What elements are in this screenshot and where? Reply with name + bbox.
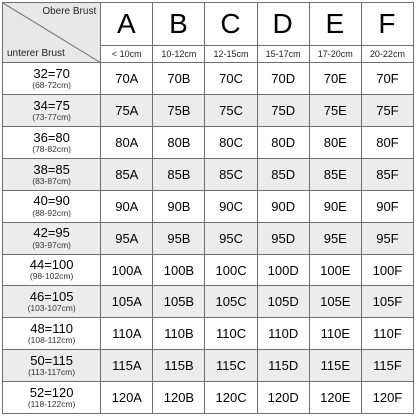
bra-size-cell: 80F <box>361 127 413 159</box>
bra-size-cell: 110B <box>153 318 205 350</box>
bra-size-cell: 95F <box>361 222 413 254</box>
band-size-cell <box>3 159 101 191</box>
bra-size-cell: 115D <box>257 350 309 382</box>
bra-size-cell: 120E <box>309 382 361 414</box>
bra-size-cell: 120C <box>205 382 257 414</box>
band-range-label: (98-102cm) <box>29 271 74 282</box>
bra-size-cell: 120D <box>257 382 309 414</box>
band-size-label: 50=115 <box>30 352 73 368</box>
band-range-label: (78-82cm) <box>32 144 71 155</box>
bra-size-cell: 70E <box>309 63 361 95</box>
cup-range-b: 10-12cm <box>153 45 205 63</box>
band-range-label: (108-112cm) <box>27 335 76 346</box>
bra-size-cell: 75A <box>101 95 153 127</box>
size-row <box>3 350 414 382</box>
band-range-label: (83-87cm) <box>32 175 71 186</box>
band-range-label: (73-77cm) <box>32 112 71 123</box>
band-size-label: 40=90 <box>33 193 70 209</box>
bra-size-cell: 90E <box>309 190 361 222</box>
band-size-cell <box>3 254 101 286</box>
cup-range-c: 12-15cm <box>205 45 257 63</box>
cup-header-row <box>3 3 414 46</box>
band-size-label: 36=80 <box>33 129 70 145</box>
bra-size-cell: 120F <box>361 382 413 414</box>
cup-letter-d: D <box>257 3 309 46</box>
bra-size-cell: 105E <box>309 286 361 318</box>
bra-size-cell: 90C <box>205 190 257 222</box>
band-range-label: (103-107cm) <box>27 303 76 314</box>
bra-size-cell: 105C <box>205 286 257 318</box>
bra-size-cell: 75C <box>205 95 257 127</box>
band-size-cell <box>3 95 101 127</box>
bra-size-cell: 115C <box>205 350 257 382</box>
cup-range-d: 15-17cm <box>257 45 309 63</box>
band-range-label: (88-92cm) <box>32 207 71 218</box>
band-range-label: (93-97cm) <box>32 239 71 250</box>
bra-size-cell: 105B <box>153 286 205 318</box>
bra-size-cell: 115F <box>361 350 413 382</box>
bra-size-cell: 80C <box>205 127 257 159</box>
cup-letter-e: E <box>309 3 361 46</box>
bra-size-cell: 105D <box>257 286 309 318</box>
bra-size-cell: 80B <box>153 127 205 159</box>
size-row <box>3 286 414 318</box>
bra-size-cell: 95B <box>153 222 205 254</box>
bra-size-cell: 85A <box>101 159 153 191</box>
bra-size-cell: 85D <box>257 159 309 191</box>
band-range-label: (113-117cm) <box>28 367 76 378</box>
size-row <box>3 159 414 191</box>
bra-size-cell: 115A <box>101 350 153 382</box>
bra-size-cell: 70D <box>257 63 309 95</box>
band-range-label: (118-122cm) <box>27 398 76 409</box>
bra-size-cell: 95A <box>101 222 153 254</box>
bra-size-cell: 100A <box>101 254 153 286</box>
bra-size-cell: 70A <box>101 63 153 95</box>
band-size-cell <box>3 286 101 318</box>
bra-size-cell: 110D <box>257 318 309 350</box>
size-row <box>3 127 414 159</box>
band-size-cell <box>3 63 101 95</box>
bra-size-cell: 100D <box>257 254 309 286</box>
cup-letter-b: B <box>153 3 205 46</box>
bra-size-cell: 75E <box>309 95 361 127</box>
bra-size-cell: 95D <box>257 222 309 254</box>
bra-size-cell: 90F <box>361 190 413 222</box>
bra-size-cell: 70C <box>205 63 257 95</box>
band-size-label: 52=120 <box>29 384 74 400</box>
band-size-cell <box>3 350 101 382</box>
bra-size-cell: 110E <box>309 318 361 350</box>
band-size-cell <box>3 318 101 350</box>
size-row <box>3 254 414 286</box>
band-size-label: 48=110 <box>30 320 73 336</box>
bra-size-cell: 85E <box>309 159 361 191</box>
bra-size-cell: 75D <box>257 95 309 127</box>
bra-size-cell: 75F <box>361 95 413 127</box>
bra-size-cell: 120B <box>153 382 205 414</box>
size-chart-table <box>2 2 414 414</box>
bra-size-cell: 120A <box>101 382 153 414</box>
bra-size-cell: 75B <box>153 95 205 127</box>
band-size-label: 44=100 <box>29 257 74 273</box>
bra-size-cell: 90A <box>101 190 153 222</box>
bra-size-cell: 80E <box>309 127 361 159</box>
band-range-label: (68-72cm) <box>32 80 71 91</box>
band-size-cell <box>3 382 101 414</box>
cup-letter-a: A <box>101 3 153 46</box>
bra-size-cell: 80D <box>257 127 309 159</box>
band-size-label: 46=105 <box>29 289 74 305</box>
bra-size-cell: 70F <box>361 63 413 95</box>
under-bust-label: unterer Brust <box>7 48 65 60</box>
bra-size-cell: 110A <box>101 318 153 350</box>
bra-size-cell: 85B <box>153 159 205 191</box>
upper-bust-label: Obere Brust <box>42 6 97 17</box>
bra-size-cell: 80A <box>101 127 153 159</box>
bra-size-cell: 105A <box>101 286 153 318</box>
size-row <box>3 318 414 350</box>
band-size-cell <box>3 127 101 159</box>
bra-size-cell: 115B <box>153 350 205 382</box>
size-row <box>3 222 414 254</box>
band-size-label: 38=85 <box>33 161 70 177</box>
size-row <box>3 190 414 222</box>
bra-size-cell: 105F <box>361 286 413 318</box>
size-row <box>3 382 414 414</box>
bra-size-cell: 95E <box>309 222 361 254</box>
cup-letter-c: C <box>205 3 257 46</box>
bra-size-cell: 85C <box>205 159 257 191</box>
bra-size-cell: 100F <box>361 254 413 286</box>
size-row <box>3 95 414 127</box>
cup-range-a: < 10cm <box>101 45 153 63</box>
bra-size-cell: 115E <box>309 350 361 382</box>
band-size-label: 32=70 <box>33 66 70 82</box>
bra-size-cell: 100B <box>153 254 205 286</box>
band-size-cell <box>3 222 101 254</box>
size-row <box>3 63 414 95</box>
header-corner-cell <box>3 3 101 63</box>
bra-size-cell: 95C <box>205 222 257 254</box>
bra-size-cell: 110F <box>361 318 413 350</box>
bra-size-cell: 85F <box>361 159 413 191</box>
band-size-label: 34=75 <box>33 97 70 113</box>
bra-size-cell: 90D <box>257 190 309 222</box>
bra-size-cell: 110C <box>205 318 257 350</box>
band-size-cell <box>3 190 101 222</box>
band-size-label: 42=95 <box>33 225 70 241</box>
bra-size-cell: 70B <box>153 63 205 95</box>
cup-range-f: 20-22cm <box>361 45 413 63</box>
cup-range-e: 17-20cm <box>309 45 361 63</box>
cup-letter-f: F <box>361 3 413 46</box>
bra-size-cell: 100C <box>205 254 257 286</box>
bra-size-cell: 90B <box>153 190 205 222</box>
bra-size-cell: 100E <box>309 254 361 286</box>
